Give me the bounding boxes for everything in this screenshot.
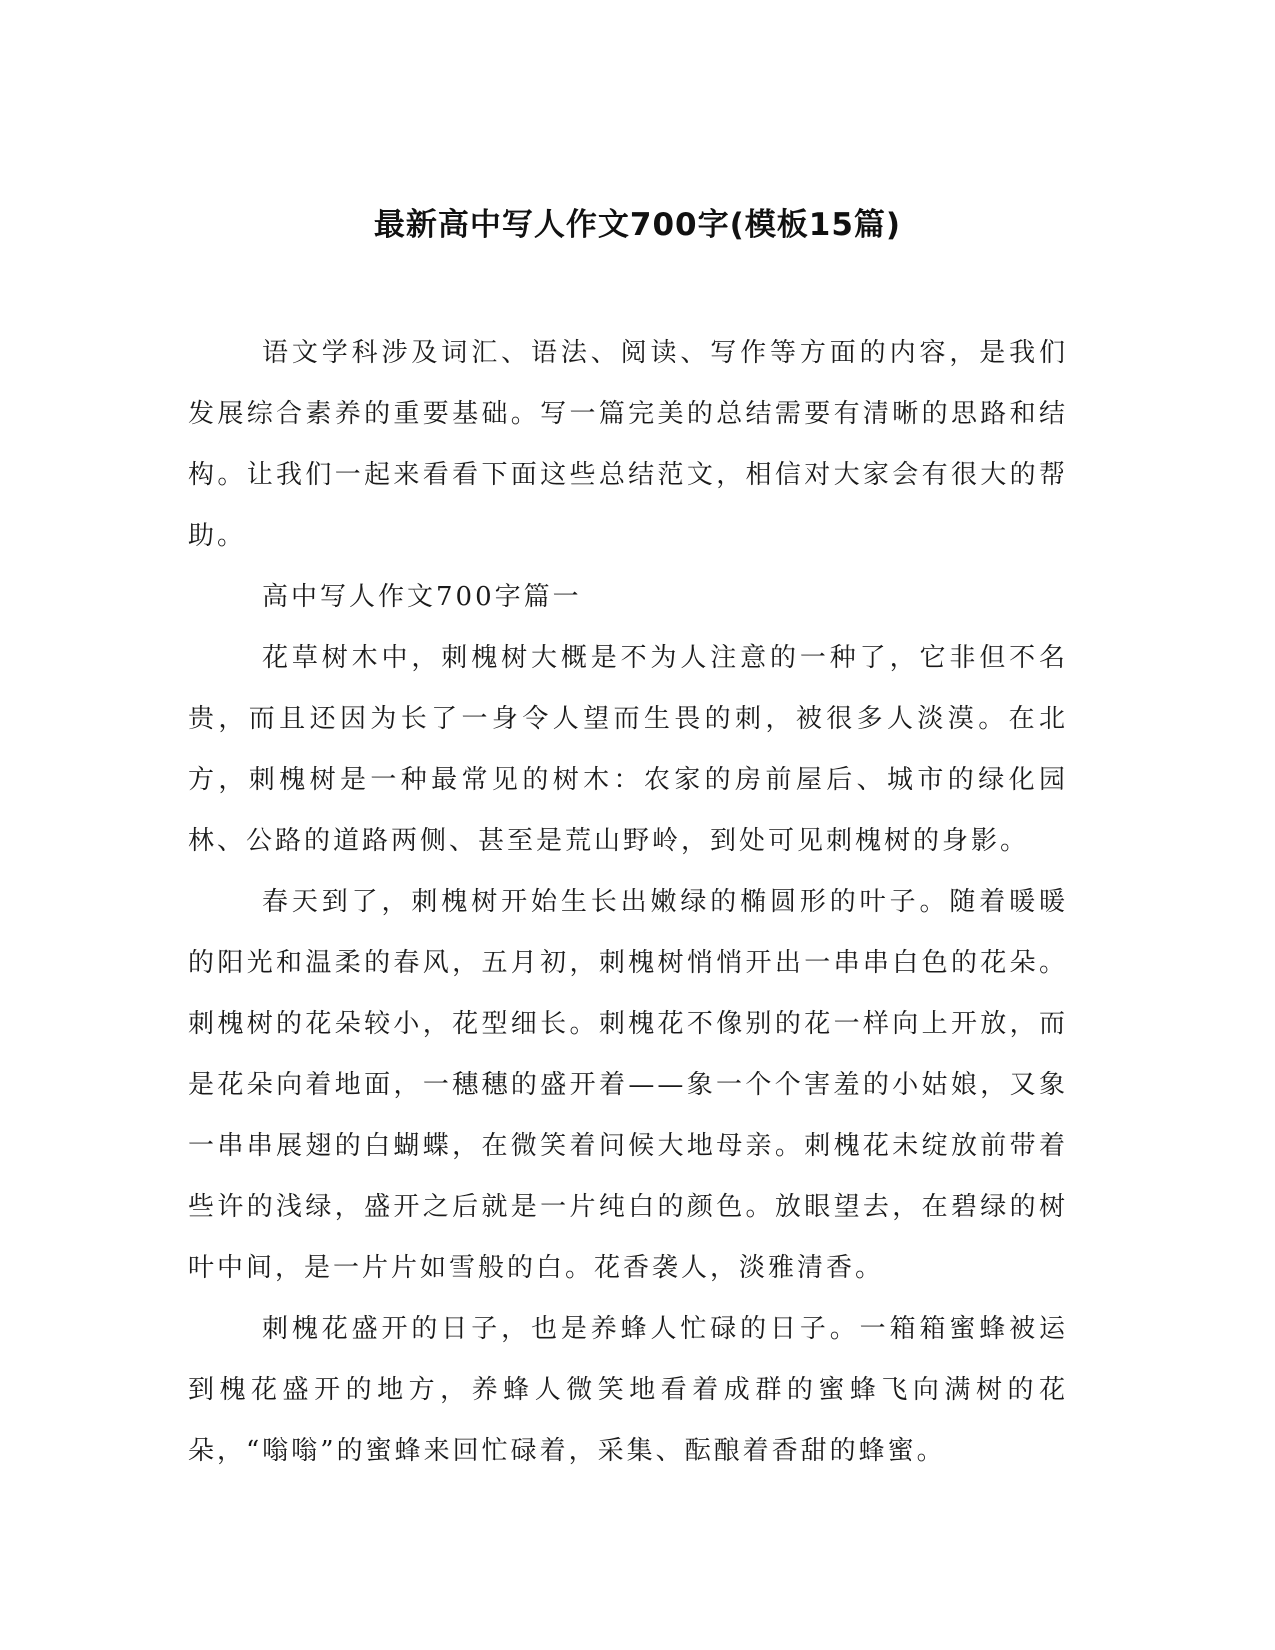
body-paragraph-2: 春天到了，刺槐树开始生长出嫩绿的椭圆形的叶子。随着暖暖的阳光和温柔的春风，五月初，刺槐树悄悄开出一串串白色的花朵。刺槐树的花朵较小，花型细长。刺槐花不像别的花一样向上开放，而是花朵向着地面，一穗穗的盛开着——象一个个害羞的小姑娘，又象一串串展翅的白蝴蝶，在微笑着问候大地母亲。刺槐花未绽放前带着些许的浅绿，盛开之后就是一片纯白的颜色。放眼望去，在碧绿的树叶中间，是一片片如雪般的白。花香袭人，淡雅清香。 [188, 887, 1068, 1283]
body-paragraph-1: 花草树木中，刺槐树大概是不为人注意的一种了，它非但不名贵，而且还因为长了一身令人望而生畏的刺，被很多人淡漠。在北方，刺槐树是一种最常见的树木：农家的房前屋后、城市的绿化园林、公路的道路两侧、甚至是荒山野岭，到处可见刺槐树的身影。 [188, 643, 1068, 856]
document-title: 最新高中写人作文700字(模板15篇) [373, 207, 902, 243]
document-body [188, 323, 1068, 1482]
body-paragraph-3: 刺槐花盛开的日子，也是养蜂人忙碌的日子。一箱箱蜜蜂被运到槐花盛开的地方，养蜂人微笑地看着成群的蜜蜂飞向满树的花朵，“嗡嗡”的蜜蜂来回忙碌着，采集、酝酿着香甜的蜂蜜。 [188, 1314, 1068, 1466]
intro-paragraph: 语文学科涉及词汇、语法、阅读、写作等方面的内容，是我们发展综合素养的重要基础。写一篇完美的总结需要有清晰的思路和结构。让我们一起来看看下面这些总结范文，相信对大家会有很大的帮助。 [188, 338, 1068, 551]
section-heading: 高中写人作文700字篇一 [262, 582, 582, 612]
